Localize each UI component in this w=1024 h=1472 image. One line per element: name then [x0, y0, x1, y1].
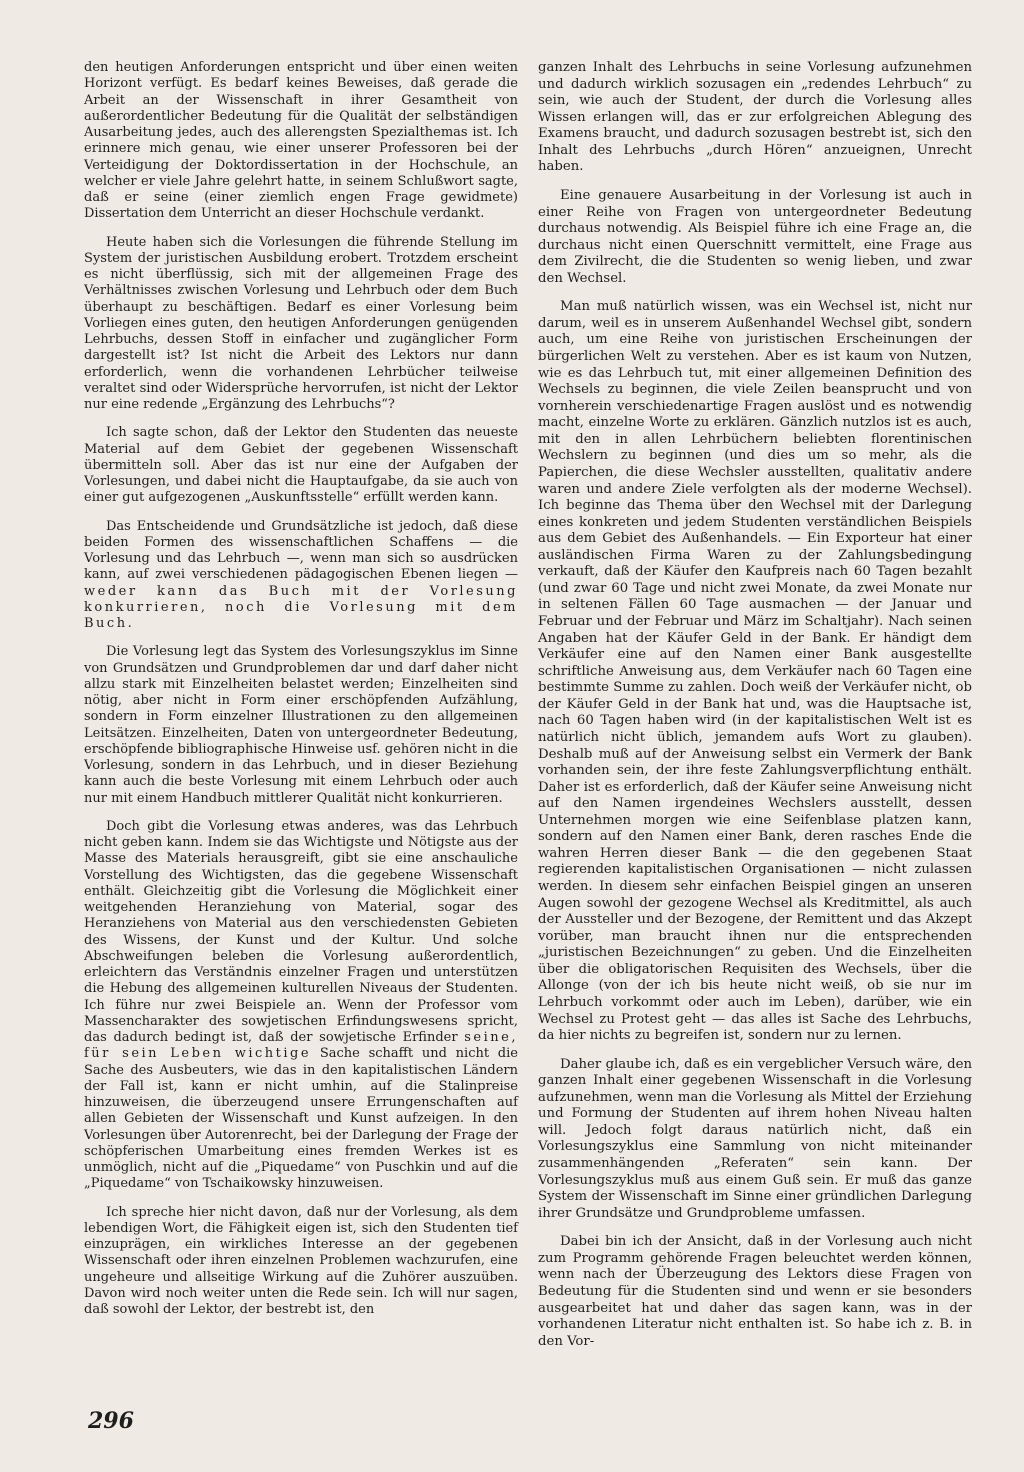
paragraph [84, 819, 518, 1193]
paragraph: Ich spreche hier nicht davon, daß nur der Vorlesung, als dem lebendigen Wort, die Fähigkeit eigen ist, sich den Studenten tief einzuprägen, ein wirkliches Interesse an der gegebenen Wissenschaft oder ihren einzelnen Problemen wachzurufen, eine ungeheure und allseitige Wirkung auf die Zuhörer auszuüben. Davon wird noch weiter unten die Rede sein. Ich will nur sagen, daß sowohl der Lektor, der bestrebt ist, den [84, 1204, 518, 1317]
paragraph-text: Doch gibt die Vorlesung etwas anderes, was das Lehrbuch nicht geben kann. Indem sie das Wichtigste und Nötigste aus der Masse des Materials herausgreift, gibt sie eine anschauliche Vorstellung des Wichtigsten, das die gegebene Wissenschaft enthält. Gleichzeitig gibt die Vorlesung die Möglichkeit einer weitgehenden Heranziehung von Material, sogar des Heranziehens von Material aus den verschiedensten Gebieten des Wissens, der Kunst und der Kultur. Und solche Abschweifungen beleben die Vorlesung außerordentlich, erleichtern das Verständnis einzelner Fragen und unterstützen die Hebung des allgemeinen kulturellen Niveaus der Studenten. Ich führe nur zwei Beispiele an. Wenn der Professor vom Massencharakter des sowjetischen Erfindungswesens spricht, das dadurch bedingt ist, daß der sowjetische Erfinder [84, 818, 518, 1045]
left-column [84, 60, 518, 1330]
paragraph-text: Sache schafft und nicht die Sache des Ausbeuters, wie das in den kapitalistischen Ländern der Fall ist, kann er nicht umhin, auf die Stalinpreise hinzuweisen, die überzeugend unsere Errungenschaften auf allen Gebieten der Wissenschaft und Kunst aufzeigen. In den Vorlesungen über Autorenrecht, bei der Darlegung der Frage der schöpferischen Umarbeitung eines fremden Werkes ist es unmöglich, nicht auf die „Piquedame“ von Puschkin und auf die „Piquedame“ von Tschaikowsky hinzuweisen. [84, 1046, 518, 1192]
emphasized-text: seine, für sein Leben wichtige [84, 1030, 518, 1062]
paragraph [84, 519, 518, 633]
paragraph: Die Vorlesung legt das System des Vorlesungszyklus im Sinne von Grundsätzen und Grundproblemen dar und darf daher nicht allzu stark mit Einzelheiten belastet werden; Einzelheiten sind nötig, aber nicht in Form einer erschöpfenden Aufzählung, sondern in Form einzelner Illustrationen zu den allgemeinen Leitsätzen. Einzelheiten, Daten von untergeordneter Bedeutung, erschöpfende bibliographische Hinweise usf. gehören nicht in die Vorlesung, sondern in das Lehrbuch, und in dieser Beziehung kann auch die beste Vorlesung mit einem Lehrbuch oder auch nur mit einem Handbuch mittlerer Qualität nicht konkurrieren. [84, 644, 518, 806]
paragraph: Ich sagte schon, daß der Lektor den Studenten das neueste Material auf dem Gebiet der gegebenen Wissenschaft übermitteln soll. Aber das ist nur eine der Aufgaben der Vorlesungen, und dabei nicht die Hauptaufgabe, da sie auch von einer gut aufgezogenen „Auskunftsstelle“ erfüllt werden kann. [84, 425, 518, 506]
emphasized-text: weder kann das Buch mit der Vorlesung konkurrieren, noch die Vorlesung mit dem Buch. [84, 583, 518, 631]
page-number: 296 [88, 1408, 134, 1434]
paragraph-text: Das Entscheidende und Grundsätzliche ist jedoch, daß diese beiden Formen des wissenschaftlichen Schaffens — die Vorlesung und das Lehrbuch —, wenn man sich so ausdrücken kann, auf zwei verschiedenen pädagogischen Ebenen liegen — [84, 518, 518, 583]
paragraph: Man muß natürlich wissen, was ein Wechsel ist, nicht nur darum, weil es in unserem Außenhandel Wechsel gibt, sondern auch, um eine Reihe von juristischen Erscheinungen der bürgerlichen Welt zu verstehen. Aber es ist kaum von Nutzen, wie es das Lehrbuch tut, mit einer allgemeinen Definition des Wechsels zu beginnen, die viele Zeilen beansprucht und von vornherein verschiedenartige Fragen auslöst und es notwendig macht, einzelne Worte zu erklären. Gänzlich nutzlos ist es auch, mit den in allen Lehrbüchern beliebten florentinischen Wechslern zu beginnen (und dies um so mehr, als die Papierchen, die diese Wechsler ausstellten, qualitativ andere waren und andere Ziele verfolgten als der moderne Wechsel). Ich beginne das Thema über den Wechsel mit der Darlegung eines konkreten und jedem Studenten verständlichen Beispiels aus dem Gebiet des Außenhandels. — Ein Exporteur hat einer ausländischen Firma Waren zu der Zahlungsbedingung verkauft, daß der Käufer den Kaufpreis nach 60 Tagen bezahlt (und zwar 60 Tage und nicht zwei Monate, da zwei Monate nur in seltenen Fällen 60 Tage ausmachen — der Januar und Februar und der Februar und März im Schaltjahr). Nach seinen Angaben hat der Käufer Geld in der Bank. Er händigt dem Verkäufer eine auf den Namen einer Bank ausgestellte schriftliche Anweisung aus, dem Verkäufer nach 60 Tagen eine bestimmte Summe zu zahlen. Doch weiß der Verkäufer nicht, ob der Käufer Geld in der Bank hat und, was die Hauptsache ist, nach 60 Tagen haben wird (in der kapitalistischen Welt ist es natürlich nicht üblich, jemandem aufs Wort zu glauben). Deshalb muß auf der Anweisung selbst ein Vermerk der Bank vorhanden sein, der ihre feste Zahlungsverpflichtung enthält. Daher ist es erforderlich, daß der Käufer seine Anweisung nicht auf den Namen irgendeines Wechslers ausstellt, dessen Unternehmen morgen wie eine Seifenblase platzen kann, sondern auf den Namen einer Bank, deren rasches Ende die wahren Herren dieser Bank — die den gegebenen Staat regierenden kapitalistischen Organisationen — nicht zulassen werden. In diesem sehr einfachen Beispiel gingen an unseren Augen sowohl der gezogene Wechsel als Kreditmittel, als auch der Aussteller und der Bezogene, der Remittent und das Akzept vorüber, man braucht ihnen nur die entsprechenden „juristischen Bezeichnungen“ zu geben. Und die Einzelheiten über die obligatorischen Requisiten des Wechsels, über die Allonge (von der ich bis heute nicht weiß, ob sie nur im Lehrbuch vorkommt oder auch im Leben), darüber, wie ein Wechsel zu Protest geht — das alles ist Sache des Lehrbuchs, da hier nichts zu begreifen ist, sondern nur zu lernen. [538, 299, 972, 1044]
paragraph: Daher glaube ich, daß es ein vergeblicher Versuch wäre, den ganzen Inhalt einer gegebenen Wissenschaft in die Vorlesung aufzunehmen, wenn man die Vorlesung als Mittel der Erziehung und Formung der Studenten auf ihrem hohen Niveau halten will. Jedoch folgt daraus natürlich nicht, daß ein Vorlesungszyklus eine Sammlung von nicht miteinander zusammenhängenden „Referaten“ sein kann. Der Vorlesungszyklus muß aus einem Guß sein. Er muß das ganze System der Wissenschaft im Sinne einer gründlichen Darlegung ihrer Grundsätze und Grundprobleme umfassen. [538, 1056, 972, 1221]
paragraph: Dabei bin ich der Ansicht, daß in der Vorlesung auch nicht zum Programm gehörende Fragen beleuchtet werden können, wenn nach der Überzeugung des Lektors diese Fragen von Bedeutung für die Studenten sind und wenn er sie besonders ausgearbeitet hat und daher das sagen kann, was in der vorhandenen Literatur nicht enthalten ist. So habe ich z. B. in den Vor- [538, 1234, 972, 1349]
paragraph: den heutigen Anforderungen entspricht und über einen weiten Horizont verfügt. Es bedarf keines Beweises, daß gerade die Arbeit an der Wissenschaft in ihrer Gesamtheit von außerordentlicher Bedeutung für die Qualität der selbständigen Ausarbeitung jedes, auch des allerengsten Spezialthemas ist. Ich erinnere mich genau, wie einer unserer Professoren bei der Verteidigung der Doktordissertation in der Hochschule, an welcher er viele Jahre gelehrt hatte, in seinem Schlußwort sagte, daß er seine (einer ziemlich engen Frage gewidmete) Dissertation dem Unterricht an dieser Hochschule verdankt. [84, 60, 518, 222]
paragraph: Heute haben sich die Vorlesungen die führende Stellung im System der juristischen Ausbildung erobert. Trotzdem erscheint es nicht überflüssig, sich mit der allgemeinen Frage des Verhältnisses zwischen Vorlesung und Lehrbuch oder dem Buch überhaupt zu beschäftigen. Bedarf es einer Vorlesung beim Vorliegen eines guten, den heutigen Anforderungen genügenden Lehrbuchs, dessen Stoff in einfacher und zugänglicher Form dargestellt ist? Ist nicht die Arbeit des Lektors nur dann erforderlich, wenn die vorhandenen Lehrbücher teilweise veraltet sind oder Widersprüche hervorrufen, ist nicht der Lektor nur eine redende „Ergänzung des Lehrbuchs“? [84, 234, 518, 412]
right-column [538, 60, 972, 1362]
paragraph: Eine genauere Ausarbeitung in der Vorlesung ist auch in einer Reihe von Fragen von untergeordneter Bedeutung durchaus notwendig. Als Beispiel führe ich eine Frage an, die durchaus nicht einen Querschnitt vermittelt, eine Frage aus dem Zivilrecht, die die Studenten so wenig lieben, und zwar den Wechsel. [538, 187, 972, 286]
paragraph: ganzen Inhalt des Lehrbuchs in seine Vorlesung aufzunehmen und dadurch wirklich sozusagen ein „redendes Lehrbuch“ zu sein, wie auch der Student, der durch die Vorlesung alles Wissen erlangen will, das er zur erfolgreichen Ablegung des Examens braucht, und dadurch sozusagen bestrebt ist, sich den Inhalt des Lehrbuchs „durch Hören“ anzueignen, Unrecht haben. [538, 60, 972, 175]
